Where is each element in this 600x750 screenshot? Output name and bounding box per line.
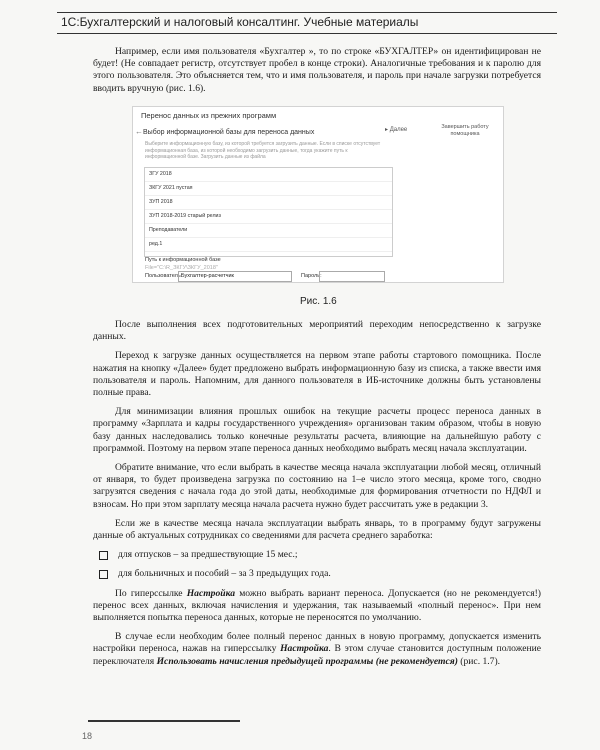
intro-paragraph: Например, если имя пользователя «Бухгалтер », то по строке «БУХГАЛТЕР» он идентифицирован не будет! (Не совпадает регистр, отсутствует пробел в конце строки). Аналогичные требования и к паролю для этого пользователя. Это объясняется тем, что и имя пользователя, и пароль при начале загрузки потребуется вводить вручную (рис. 1.6). xyxy=(93,46,541,94)
bullet-item xyxy=(93,568,541,580)
next-button-label: Далее xyxy=(389,127,408,133)
infobase-list[interactable] xyxy=(144,167,393,257)
wizard-description: Выберите информационную базу, из которой требуется загрузить данные. Если в списке отсутствует информационная база, из которой необходимо загрузить данные, тогда укажите путь к информационной базе. Загрузить данные из файла xyxy=(145,141,381,160)
list-item[interactable]: ЗКГУ 2021 пустая xyxy=(145,182,392,196)
body-text xyxy=(93,319,541,675)
list-item[interactable]: Преподаватели xyxy=(145,224,392,238)
text-run: . В этом случае становится доступным положение переключателя xyxy=(93,643,541,667)
paragraph: Если же в качестве месяца начала эксплуатации выбрать январь, то в программу будут загружены данные об актуальных сотрудниках со сведениями для расчета среднего заработка: xyxy=(93,517,541,542)
user-input[interactable]: Бухгалтер-расчетчик xyxy=(178,271,292,282)
screenshot-figure xyxy=(132,106,504,283)
header-title: 1С:Бухгалтерский и налоговый консалтинг. Учебные материалы xyxy=(61,15,419,29)
settings-link[interactable]: Настройка xyxy=(186,587,236,599)
window-title: Перенос данных из прежних программ xyxy=(141,111,277,120)
intro-block xyxy=(93,46,541,95)
password-label: Пароль: xyxy=(301,273,322,279)
next-arrow-icon: ▸ xyxy=(385,127,390,133)
text-run: (рис. 1.7). xyxy=(457,655,501,667)
bullet-text: для отпусков – за предшествующие 15 мес.; xyxy=(118,549,298,561)
switch-option-name: Использовать начисления предыдущей программы (не рекомендуется) xyxy=(156,655,458,667)
footer-divider xyxy=(88,720,240,722)
user-label: Пользователь: xyxy=(145,273,183,279)
checkbox-bullet-icon xyxy=(99,570,108,579)
bullet-text: для больничных и пособий – за 3 предыдущих года. xyxy=(118,568,331,580)
list-item[interactable]: ЗУП 2018-2019 старый релиз xyxy=(145,210,392,224)
settings-link[interactable]: Настройка xyxy=(280,643,329,655)
list-item[interactable]: ЗГУ 2018 xyxy=(145,168,392,182)
bullet-item xyxy=(93,549,541,561)
checkbox-bullet-icon xyxy=(99,551,108,560)
text-run: По гиперссылке xyxy=(115,587,187,599)
list-item[interactable]: ред.1 xyxy=(145,238,392,252)
path-value: File="C:\R_ЗКГУ\ЗКГУ_2018" xyxy=(145,265,218,271)
text-run: можно выбрать вариант переноса. Допускается (но не рекомендуется!) перенос всех данных, включая начисления и удержания, так называемый «полный перенос». При нем выполняется попытка переноса данных, которые не переносятся по умолчанию. xyxy=(93,587,541,624)
path-label: Путь к информационной базе xyxy=(145,257,221,263)
paragraph: После выполнения всех подготовительных мероприятий переходим непосредственно к загрузке данных. xyxy=(93,319,541,343)
paragraph-settings xyxy=(93,588,541,625)
paragraph-last xyxy=(93,631,541,668)
paragraph: Переход к загрузке данных осуществляется на первом этапе работы стартового помощника. После нажатия на кнопку «Далее» будет предложено выбрать информационную базу из списка, а также ввести имя пользователя и пароль. Напомним, для данного пользователя в ИБ-источнике должны быть установлены полные права. xyxy=(93,350,541,399)
back-arrow-icon[interactable]: ← xyxy=(135,127,143,136)
paragraph: Обратите внимание, что если выбрать в качестве месяца начала эксплуатации любой месяц, отличный от января, то будет произведена загрузка по состоянию на 1–е число этого месяца, кроме того, сводно загрузятся сведения с начала года до этой даты, необходимые для формирования отчетности по НДФЛ и взносам. Но при этом зарплату месяца начала расчета нужно будет рассчитать уже в редакции 3. xyxy=(93,462,541,510)
next-button[interactable] xyxy=(385,126,407,133)
list-item[interactable]: ЗУП 2018 xyxy=(145,196,392,210)
text-run: В случае если необходим более полный перенос данных в новую программу, допускается изменить настройки переноса, нажав на гиперссылку xyxy=(93,631,541,655)
password-input[interactable] xyxy=(319,271,385,282)
figure-caption: Рис. 1.6 xyxy=(300,296,337,307)
page-number: 18 xyxy=(82,731,93,741)
finish-wizard-button[interactable]: Завершить работу помощника xyxy=(441,124,489,137)
wizard-step-header: Выбор информационной базы для переноса данных xyxy=(143,129,315,136)
running-header xyxy=(57,12,557,34)
paragraph: Для минимизации влияния прошлых ошибок на текущие расчеты процесс переноса данных в программу «Зарплата и кадры государственного учреждения» организован таким образом, чтобы в новую базу данных наследовались только конечные результаты расчета, влияющие на дальнейшую работу с программой. Поэтому на первом этапе переноса данных необходимо выбрать месяц начала эксплуатации. xyxy=(93,406,541,454)
